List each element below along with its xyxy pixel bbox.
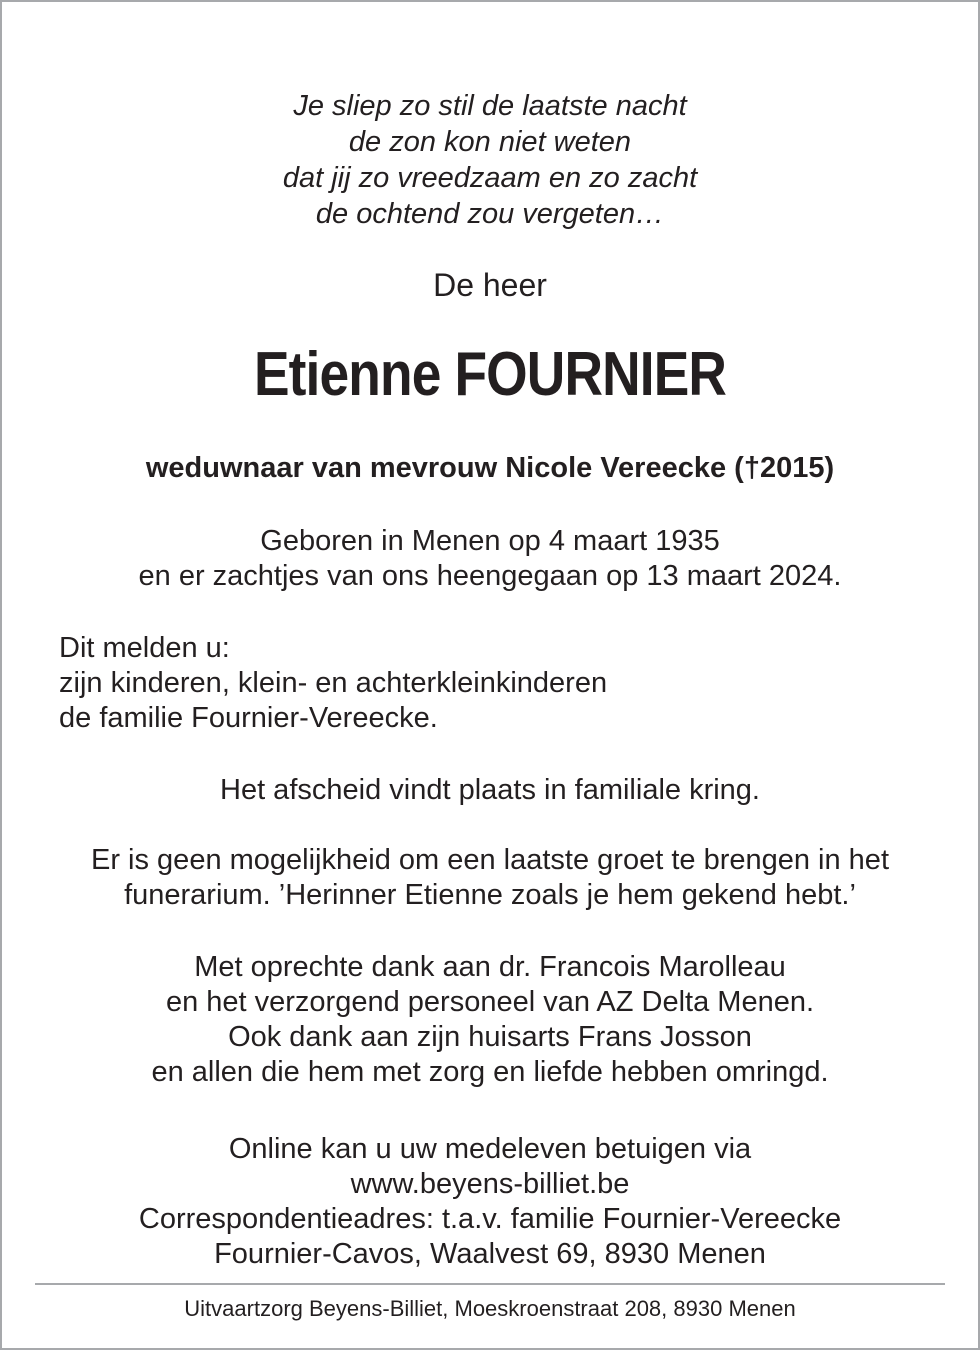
poem-line: dat jij zo vreedzaam en zo zacht xyxy=(282,162,698,194)
widower-line: weduwnaar van mevrouw Nicole Vereecke (†2015) xyxy=(145,452,835,484)
footer-divider xyxy=(35,1283,945,1285)
poem-line: Je sliep zo stil de laatste nacht xyxy=(293,90,687,122)
deceased-name: Etienne FOURNIER xyxy=(253,340,727,409)
title-prefix: De heer xyxy=(433,267,547,303)
thanks-line: en het verzorgend personeel van AZ Delta Menen. xyxy=(165,986,815,1018)
notified-by xyxy=(59,631,939,736)
notified-by-line: de familie Fournier-Vereecke. xyxy=(59,702,438,734)
birth-death-info xyxy=(0,524,980,594)
birth-line: Geboren in Menen op 4 maart 1935 xyxy=(260,525,720,557)
poem-line: de zon kon niet weten xyxy=(348,126,632,158)
thanks-section xyxy=(0,950,980,1090)
farewell-info: Het afscheid vindt plaats in familiale kring. xyxy=(220,774,760,806)
memorial-poem xyxy=(0,88,980,232)
no-visit-line: funerarium. ’Herinner Etienne zoals je hem gekend hebt.’ xyxy=(124,879,856,911)
address-line: Fournier-Cavos, Waalvest 69, 8930 Menen xyxy=(214,1238,766,1270)
correspondence-line: Correspondentieadres: t.a.v. familie Fournier-Vereecke xyxy=(138,1203,842,1235)
funeral-home-footer: Uitvaartzorg Beyens-Billiet, Moeskroenstraat 208, 8930 Menen xyxy=(184,1296,796,1321)
notified-by-line: Dit melden u: xyxy=(59,632,230,664)
website-link[interactable]: www.beyens-billiet.be xyxy=(350,1168,630,1200)
thanks-line: en allen die hem met zorg en liefde hebben omringd. xyxy=(151,1056,829,1088)
thanks-line: Met oprechte dank aan dr. Francois Marolleau xyxy=(194,951,786,983)
no-visit-notice xyxy=(0,843,980,913)
poem-line: de ochtend zou vergeten… xyxy=(315,198,665,230)
thanks-line: Ook dank aan zijn huisarts Frans Josson xyxy=(228,1021,752,1053)
notified-by-line: zijn kinderen, klein- en achterkleinkinderen xyxy=(59,667,608,699)
death-line: en er zachtjes van ons heengegaan op 13 maart 2024. xyxy=(138,560,842,592)
online-line: Online kan u uw medeleven betuigen via xyxy=(228,1133,752,1165)
no-visit-line: Er is geen mogelijkheid om een laatste groet te brengen in het xyxy=(91,844,889,876)
online-condolences xyxy=(0,1132,980,1272)
